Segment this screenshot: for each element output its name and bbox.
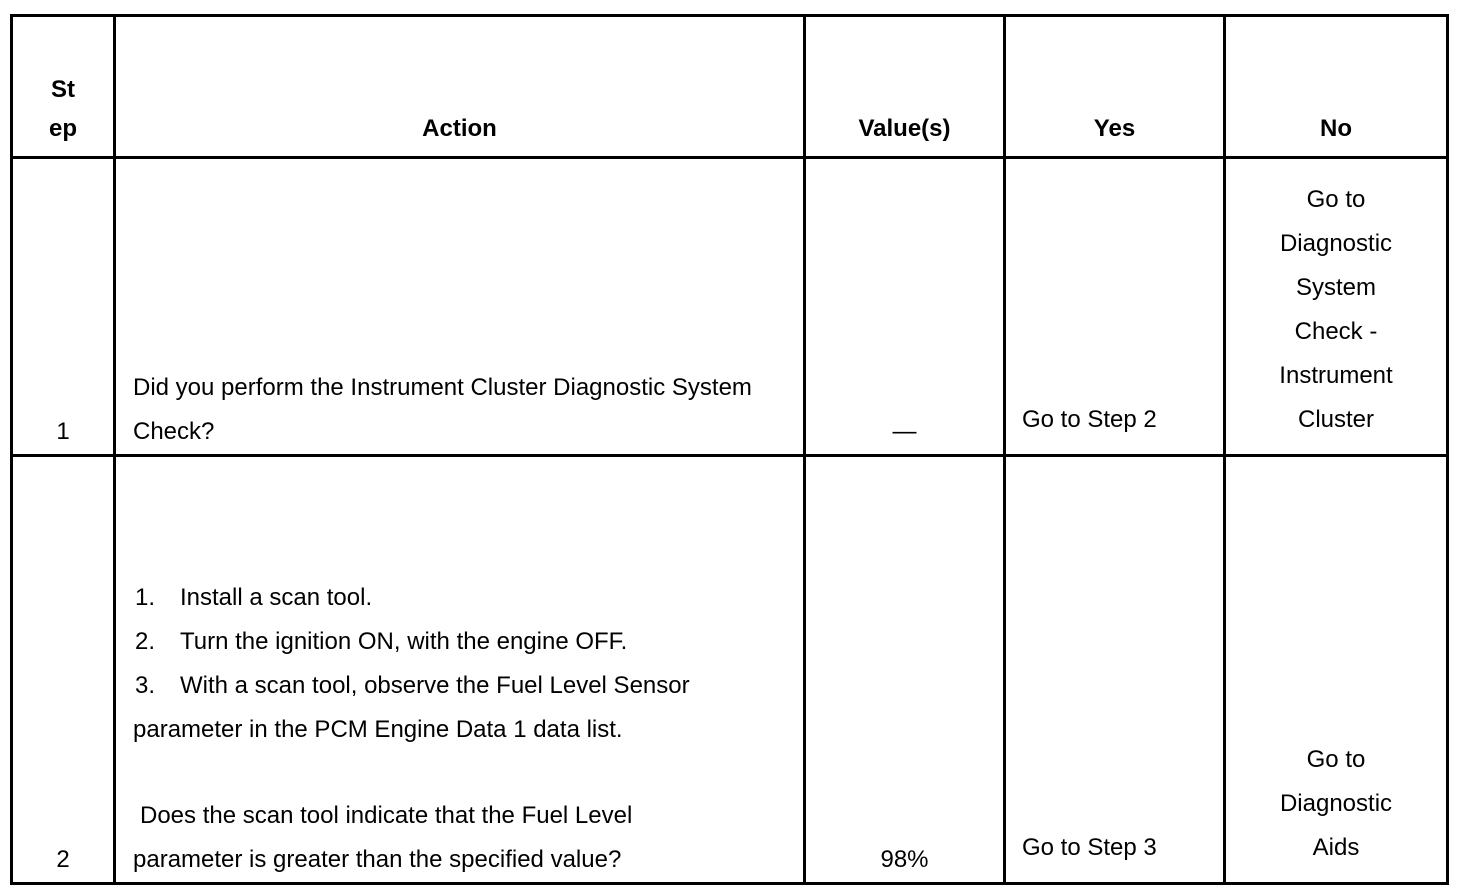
header-value <box>805 16 1005 158</box>
list-item <box>133 664 693 752</box>
list-text: Turn the ignition ON, with the engine OFF. <box>180 628 628 655</box>
header-step-label: St ep <box>48 76 77 142</box>
list-number: 1. <box>135 584 156 611</box>
diagnostic-table-frame <box>10 14 1446 882</box>
table-header-row <box>12 16 1448 158</box>
list-text: With a scan tool, observe the Fuel Level Sensor parameter in the PCM Engine Data 1 data list. <box>133 672 690 743</box>
list-item <box>133 576 787 620</box>
step-cell: 2 <box>12 456 115 884</box>
spacer <box>133 752 787 794</box>
table-row <box>12 158 1448 456</box>
header-no-label: No <box>1320 115 1352 142</box>
yes-cell: Go to Step 2 <box>1005 158 1225 456</box>
list-item <box>133 620 653 664</box>
action-text: Did you perform the Instrument Cluster Diagnostic System Check? <box>133 374 752 445</box>
step-cell: 1 <box>12 158 115 456</box>
header-step <box>12 16 115 158</box>
question-text: Does the scan tool indicate that the Fuel Level parameter is greater than the specified value? <box>133 802 633 873</box>
list-number: 3. <box>135 672 156 699</box>
list-text: Install a scan tool. <box>180 584 373 611</box>
no-cell <box>1225 456 1448 884</box>
action-cell <box>115 158 805 456</box>
header-yes <box>1005 16 1225 158</box>
header-action <box>115 16 805 158</box>
diagnostic-table <box>10 14 1449 885</box>
table-row <box>12 456 1448 884</box>
value-cell: 98% <box>805 456 1005 884</box>
no-text: Go to Diagnostic System Check - Instrument Cluster <box>1279 186 1393 433</box>
no-cell <box>1225 158 1448 456</box>
yes-cell: Go to Step 3 <box>1005 456 1225 884</box>
value-cell: — <box>805 158 1005 456</box>
list-number: 2. <box>135 628 156 655</box>
no-text: Go to Diagnostic Aids <box>1279 746 1393 861</box>
header-no <box>1225 16 1448 158</box>
header-value-label: Value(s) <box>858 115 951 142</box>
header-action-label: Action <box>422 115 497 142</box>
header-yes-label: Yes <box>1093 115 1136 142</box>
action-cell <box>115 456 805 884</box>
